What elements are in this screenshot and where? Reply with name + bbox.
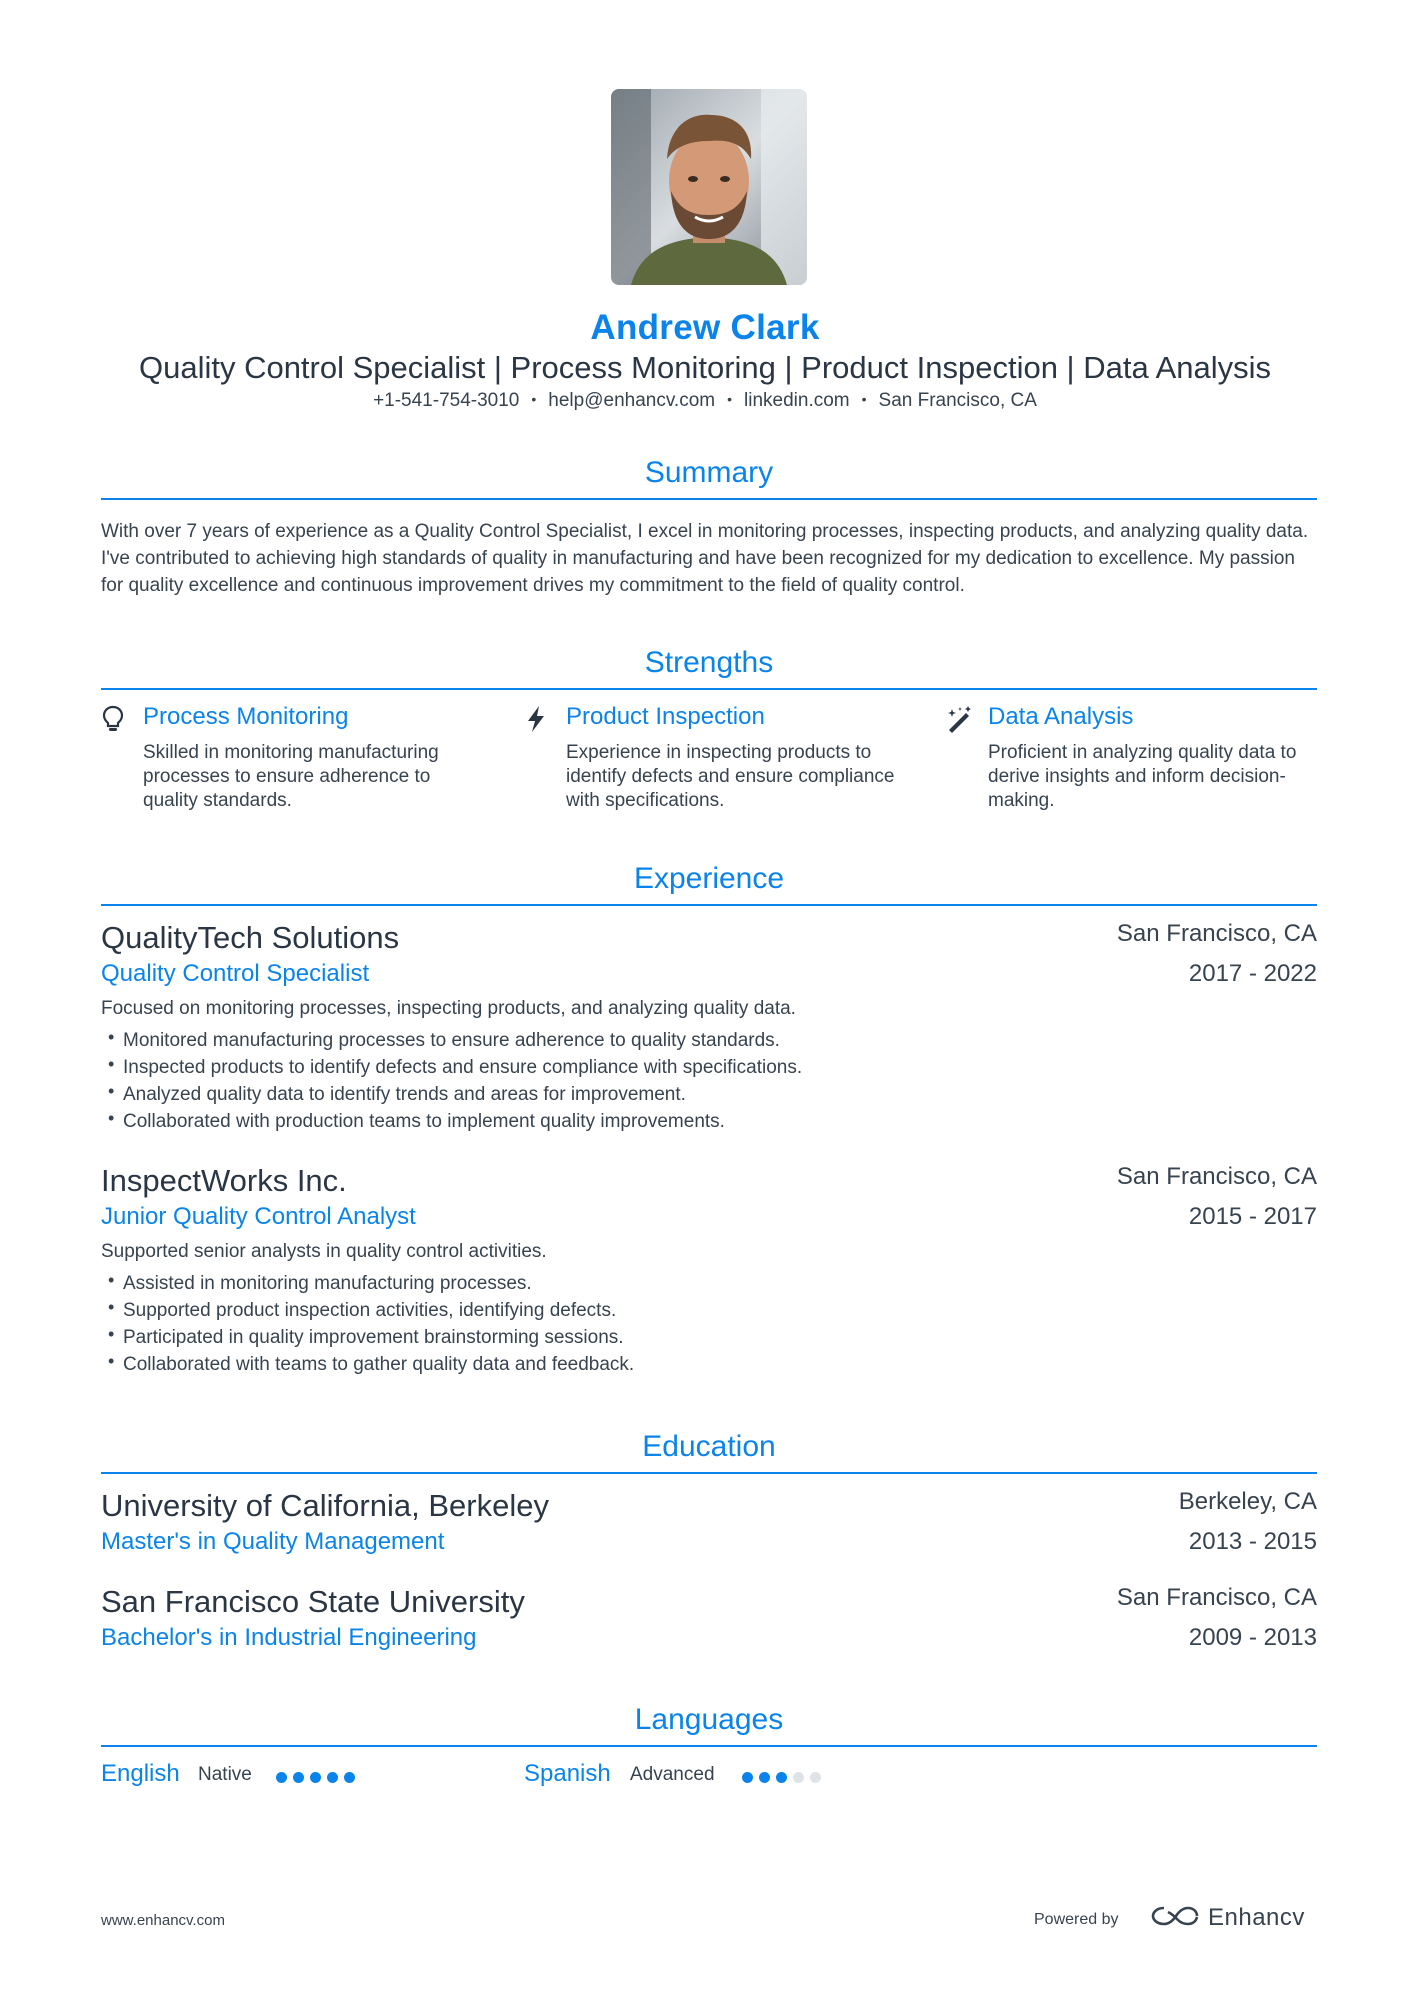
- bullet-icon: •: [108, 1108, 115, 1128]
- language-name: English: [101, 1760, 180, 1787]
- rating-dot-filled: [344, 1772, 355, 1783]
- language-rating: [742, 1770, 827, 1788]
- bullet-icon: •: [108, 1270, 115, 1290]
- education-dates: 2009 - 2013: [1188, 1624, 1317, 1651]
- strength-title: Data Analysis: [988, 703, 1134, 730]
- school-name: San Francisco State University: [101, 1584, 525, 1619]
- job-title: Junior Quality Control Analyst: [101, 1203, 416, 1230]
- linkedin-link[interactable]: linkedin.com: [744, 390, 850, 411]
- profile-photo-illustration: [611, 89, 807, 285]
- separator: •: [861, 391, 867, 407]
- language-rating: [276, 1770, 361, 1788]
- location: San Francisco, CA: [878, 390, 1037, 411]
- job-dates: 2017 - 2022: [1188, 960, 1317, 987]
- bullet-text: Collaborated with production teams to implement quality improvements.: [123, 1111, 725, 1132]
- list-item: [101, 1324, 634, 1351]
- list-item: [101, 1297, 634, 1324]
- job-location: San Francisco, CA: [1116, 1163, 1317, 1190]
- rating-dot-empty: [793, 1772, 804, 1783]
- summary-text: With over 7 years of experience as a Quality Control Specialist, I excel in monitoring processes, inspecting products, and analyzing quality data. I've contributed to achieving high standards of quality in manufacturing and have been recognized for my dedication to excellence. My passion for quality excellence and continuous improvement drives my commitment to the field of quality control.: [101, 521, 1309, 596]
- strength-description: Experience in inspecting products to identify defects and ensure compliance with specifications.: [566, 742, 895, 811]
- job-description: Focused on monitoring processes, inspecting products, and analyzing quality data.: [101, 998, 796, 1019]
- degree: Master's in Quality Management: [101, 1528, 445, 1555]
- rating-dot-filled: [776, 1772, 787, 1783]
- list-item: [101, 1270, 634, 1297]
- language-level: Advanced: [630, 1764, 715, 1785]
- bullet-text: Collaborated with teams to gather quality data and feedback.: [123, 1354, 635, 1375]
- footer-url[interactable]: www.enhancv.com: [101, 1912, 225, 1929]
- contact-line: [0, 390, 1410, 412]
- list-item: [101, 1108, 802, 1135]
- language-item: [101, 1760, 401, 1792]
- job-dates: 2015 - 2017: [1188, 1203, 1317, 1230]
- brand-name: Enhancv: [1208, 1904, 1305, 1931]
- separator: •: [531, 391, 537, 407]
- rating-dot-filled: [276, 1772, 287, 1783]
- email[interactable]: help@enhancv.com: [548, 390, 716, 411]
- job-description: Supported senior analysts in quality control activities.: [101, 1241, 547, 1262]
- enhancv-logo-icon: [1150, 1900, 1200, 1932]
- bullet-icon: •: [108, 1027, 115, 1047]
- brand-logo[interactable]: [1150, 1900, 1305, 1936]
- bullet-icon: •: [108, 1081, 115, 1101]
- education-location: San Francisco, CA: [1116, 1584, 1317, 1611]
- job-bullets: [101, 1270, 634, 1378]
- bullet-icon: •: [108, 1054, 115, 1074]
- section-title-summary: Summary: [101, 456, 1317, 500]
- bullet-text: Supported product inspection activities, identifying defects.: [123, 1300, 617, 1321]
- list-item: [101, 1351, 634, 1378]
- bullet-text: Participated in quality improvement brainstorming sessions.: [123, 1327, 624, 1348]
- magic-wand-icon: [946, 705, 970, 733]
- lightbulb-icon: [101, 705, 125, 733]
- company-name: InspectWorks Inc.: [101, 1163, 347, 1198]
- phone[interactable]: +1-541-754-3010: [373, 390, 520, 411]
- list-item: [101, 1081, 802, 1108]
- lightning-bolt-icon: [524, 705, 548, 733]
- strength-title: Product Inspection: [566, 703, 765, 730]
- headline: Quality Control Specialist | Process Monitoring | Product Inspection | Data Analysis: [138, 350, 1272, 385]
- bullet-icon: •: [108, 1351, 115, 1371]
- section-title-strengths: Strengths: [101, 646, 1317, 690]
- profile-photo: [611, 89, 807, 285]
- separator: •: [727, 391, 733, 407]
- strength-description: Skilled in monitoring manufacturing processes to ensure adherence to quality standards.: [143, 742, 439, 811]
- rating-dot-filled: [742, 1772, 753, 1783]
- rating-dot-filled: [310, 1772, 321, 1783]
- list-item: [101, 1027, 802, 1054]
- section-title-experience: Experience: [101, 862, 1317, 906]
- bullet-icon: •: [108, 1324, 115, 1344]
- education-dates: 2013 - 2015: [1188, 1528, 1317, 1555]
- strength-title: Process Monitoring: [143, 703, 349, 730]
- candidate-name: Andrew Clark: [590, 308, 820, 347]
- section-title-education: Education: [101, 1430, 1317, 1474]
- job-title: Quality Control Specialist: [101, 960, 370, 987]
- bullet-text: Analyzed quality data to identify trends and areas for improvement.: [123, 1084, 686, 1105]
- language-name: Spanish: [524, 1760, 611, 1787]
- language-item: [524, 1760, 844, 1792]
- bullet-text: Inspected products to identify defects and ensure compliance with specifications.: [123, 1057, 803, 1078]
- company-name: QualityTech Solutions: [101, 920, 400, 955]
- school-name: University of California, Berkeley: [101, 1488, 549, 1523]
- language-level: Native: [198, 1764, 252, 1785]
- job-location: San Francisco, CA: [1116, 920, 1317, 947]
- job-bullets: [101, 1027, 802, 1135]
- strength-description: Proficient in analyzing quality data to derive insights and inform decision-making.: [988, 742, 1297, 811]
- section-title-languages: Languages: [101, 1703, 1317, 1747]
- bullet-text: Monitored manufacturing processes to ensure adherence to quality standards.: [123, 1030, 780, 1051]
- rating-dot-filled: [327, 1772, 338, 1783]
- powered-by-label: Powered by: [1034, 1911, 1119, 1928]
- bullet-text: Assisted in monitoring manufacturing processes.: [123, 1273, 532, 1294]
- education-location: Berkeley, CA: [1178, 1488, 1317, 1515]
- bullet-icon: •: [108, 1297, 115, 1317]
- rating-dot-filled: [293, 1772, 304, 1783]
- rating-dot-empty: [810, 1772, 821, 1783]
- rating-dot-filled: [759, 1772, 770, 1783]
- list-item: [101, 1054, 802, 1081]
- degree: Bachelor's in Industrial Engineering: [101, 1624, 477, 1651]
